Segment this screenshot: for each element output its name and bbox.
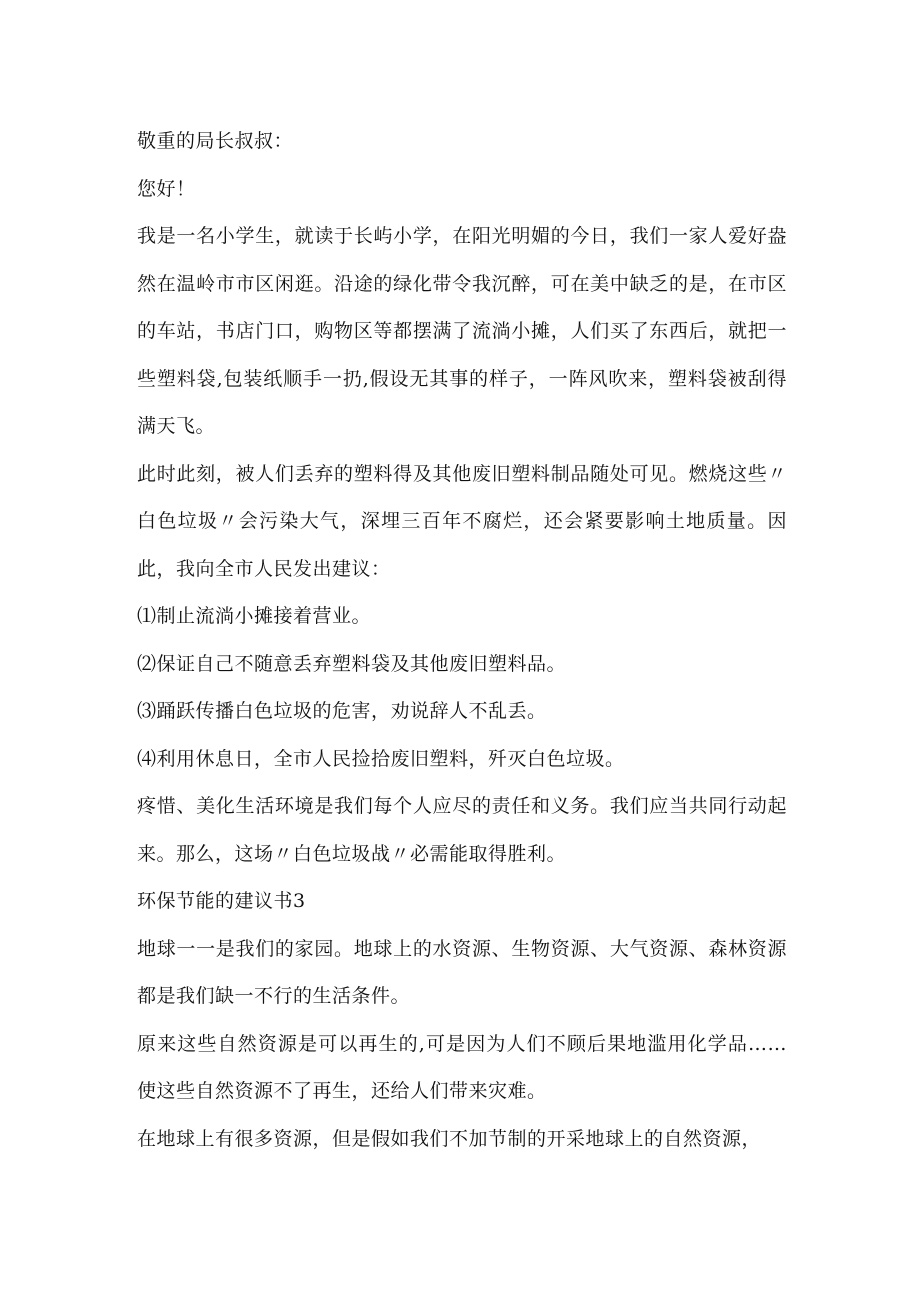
- letter-paragraph-2: 此时此刻，被人们丢弃的塑料得及其他废旧塑料制品随处可见。燃烧这些〃白色垃圾〃会污染大气，深埋三百年不腐烂，还会紧要影响土地质量。因此，我向全市人民发出建议：: [137, 462, 787, 580]
- suggestion-item-4: ⑷利用休息日，全市人民捡拾废旧塑料，歼灭白色垃圾。: [137, 747, 625, 770]
- suggestion-item-2: ⑵保证自己不随意丢弃塑料袋及其他废旧塑料品。: [137, 652, 567, 675]
- section-paragraph-1: 地球一一是我们的家园。地球上的水资源、生物资源、大气资源、森林资源都是我们缺一不行的生活条件。: [137, 937, 787, 1007]
- document-body: [137, 118, 787, 1163]
- section-paragraph-3: 在地球上有很多资源，但是假如我们不加节制的开采地球上的自然资源，: [137, 1127, 762, 1150]
- salutation: 敬重的局长叔叔：: [137, 130, 294, 152]
- greeting: 您好！: [137, 177, 196, 200]
- section-paragraph-2: 原来这些自然资源是可以再生的,可是因为人们不顾后果地滥用化学品……使这些自然资源不了再生，还给人们带来灾难。: [137, 1032, 787, 1102]
- closing-paragraph: 疼惜、美化生活环境是我们每个人应尽的责任和义务。我们应当共同行动起来。那么，这场〃白色垃圾战〃必需能取得胜利。: [137, 795, 787, 865]
- section-title: 环保节能的建议书3: [137, 890, 306, 912]
- suggestion-item-3: ⑶踊跃传播白色垃圾的危害，劝说辞人不乱丢。: [137, 700, 547, 722]
- letter-paragraph-1: 我是一名小学生，就读于长屿小学，在阳光明媚的今日，我们一家人爱好盎然在温岭市市区闲逛。沿途的绿化带令我沉醉，可在美中缺乏的是，在市区的车站，书店门口，购物区等都摆满了流淌小摊，人们买了东西后，就把一些塑料袋,包装纸顺手一扔,假设无其事的样子，一阵风吹来，塑料袋被刮得满天飞。: [137, 225, 787, 437]
- suggestion-item-1: ⑴制止流淌小摊接着营业。: [137, 605, 372, 627]
